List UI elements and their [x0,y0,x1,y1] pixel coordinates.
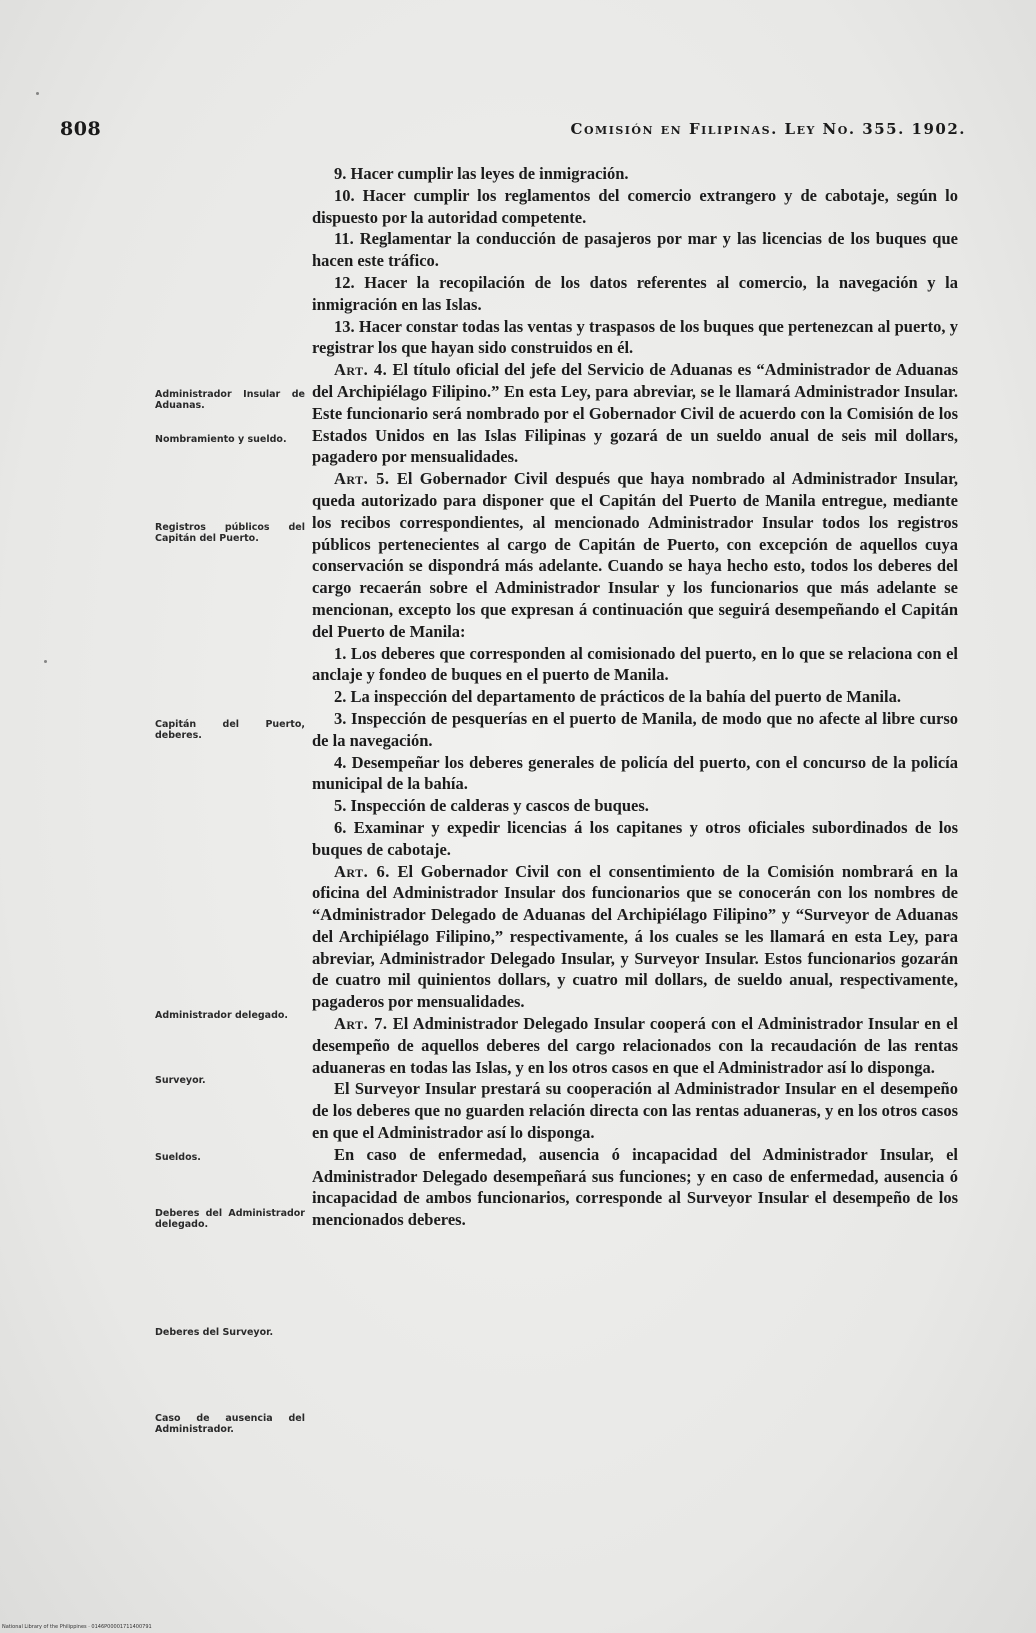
absence-clause: En caso de enfermedad, ausencia ó incapacidad del Administrador Insular, el Administrador Delegado desempeñará sus funciones; y en caso de enfermedad, ausencia ó incapacidad de ambos funcionarios, corresponde al Surveyor Insular el desempeño de los mencionados deberes. [312,1144,958,1230]
page-number: 808 [60,118,102,140]
duty-6: 6. Examinar y expedir licencias á los capitanes y otros oficiales subordinados de los buques de cabotaje. [312,817,958,859]
article-7: Art. 7. El Administrador Delegado Insular cooperá con el Administrador Insular en el desempeño de aquellos deberes del cargo relacionados con la recaudación de las rentas aduaneras en todas las Islas, y en los otros casos en que el Administrador así lo disponga. [312,1014,958,1077]
body-text [312,163,958,1231]
article-5: Art. 5. El Gobernador Civil después que haya nombrado al Administrador Insular, queda autorizado para disponer que el Capitán del Puerto de Manila entregue, mediante los recibos correspondientes, al mencionado Administrador Insular todos los registros públicos pertenecientes al cargo de Capitán de Puerto, con excepción de aquellos cuya conservación se dispondrá más adelante. Cuando se haya hecho esto, todos los deberes del cargo recaerán sobre el Administrador Insular y los funcionarios que más adelante se mencionan, excepto los que expresan á continuación que seguirá desempeñando el Capitán del Puerto de Manila: [312,469,959,641]
clause-12: 12. Hacer la recopilación de los datos referentes al comercio, la navegación y la inmigración en las Islas. [312,272,958,314]
article-label: Art. 4. [334,360,388,380]
running-head: Comisión en Filipinas. Ley No. 355. 1902. [570,120,966,138]
margin-note: Capitán del Puerto, deberes. [155,719,305,741]
clause-11: 11. Reglamentar la conducción de pasajeros por mar y las licencias de los buques que hacen este tráfico. [312,229,958,271]
scan-speck [36,92,39,95]
scan-speck [44,660,47,663]
duty-5: 5. Inspección de calderas y cascos de buques. [334,796,649,816]
clause-10: 10. Hacer cumplir los reglamentos del comercio extrangero y de cabotaje, según lo dispuesto por la autoridad competente. [312,185,958,227]
clause-9: 9. Hacer cumplir las leyes de inmigración. [334,164,629,183]
margin-note: Sueldos. [155,1152,201,1163]
article-4: Art. 4. El título oficial del jefe del Servicio de Aduanas es “Administrador de Aduanas del Archipiélago Filipino.” En esta Ley, para abreviar, se le llamará Administrador Insular. Este funcionario será nombrado por el Gobernador Civil de acuerdo con la Comisión de los Estados Unidos en las Islas Filipinas y gozará de un sueldo anual de seis mil dollars, pagadero por mensualidades. [312,360,958,467]
surveyor-duties: El Surveyor Insular prestará su cooperación al Administrador Insular en el desempeño de los deberes que no guarden relación directa con las rentas aduaneras, y en los otros casos en que el Administrador así lo disponga. [312,1079,958,1143]
margin-note: Administrador Insular de Aduanas. [155,389,305,411]
margin-note: Deberes del Surveyor. [155,1327,274,1338]
margin-note: Nombramiento y sueldo. [155,434,287,445]
duty-3: 3. Inspección de pesquerías en el puerto de Manila, de modo que no afecte al libre curso de la navegación. [312,708,958,750]
page-header [60,118,966,146]
article-label: Art. 6. [334,861,390,881]
margin-note: Caso de ausencia del Administrador. [155,1413,305,1435]
duty-2: 2. La inspección del departamento de prácticos de la bahía del puerto de Manila. [334,687,901,707]
article-6: Art. 6. El Gobernador Civil con el consentimiento de la Comisión nombrará en la oficina del Administrador Insular dos funcionarios que se conocerán con los nombres de “Administrador Delegado de Aduanas del Archipiélago Filipino” y “Surveyor de Aduanas del Archipiélago Filipino,” respectivamente, á los cuales se les llamará en esta Ley, para abreviar, Administrador Delegado Insular, y Surveyor Insular. Estos funcionarios gozarán de cuatro mil quinientos dollars, y cuatro mil dollars, de sueldo anual, respectivamente, pagaderos por mensualidades. [312,861,959,1012]
clause-13: 13. Hacer constar todas las ventas y traspasos de los buques que pertenezcan al puerto, y registrar los que hayan sido construidos en él. [312,316,958,358]
scan-credit: National Library of the Philippines · 0146P00001711400791 [2,1624,152,1630]
margin-note: Surveyor. [155,1075,206,1086]
article-label: Art. 7. [334,1014,388,1034]
margin-note: Registros públicos del Capitán del Puerto. [155,522,305,544]
margin-note: Administrador delegado. [155,1010,289,1021]
article-label: Art. 5. [334,469,390,489]
margin-note: Deberes del Administrador delegado. [155,1208,305,1230]
duty-4: 4. Desempeñar los deberes generales de policía del puerto, con el concurso de la policía municipal de la bahía. [312,752,958,794]
duty-1: 1. Los deberes que corresponden al comisionado del puerto, en lo que se relaciona con el anclaje y fondeo de buques en el puerto de Manila. [312,643,958,685]
